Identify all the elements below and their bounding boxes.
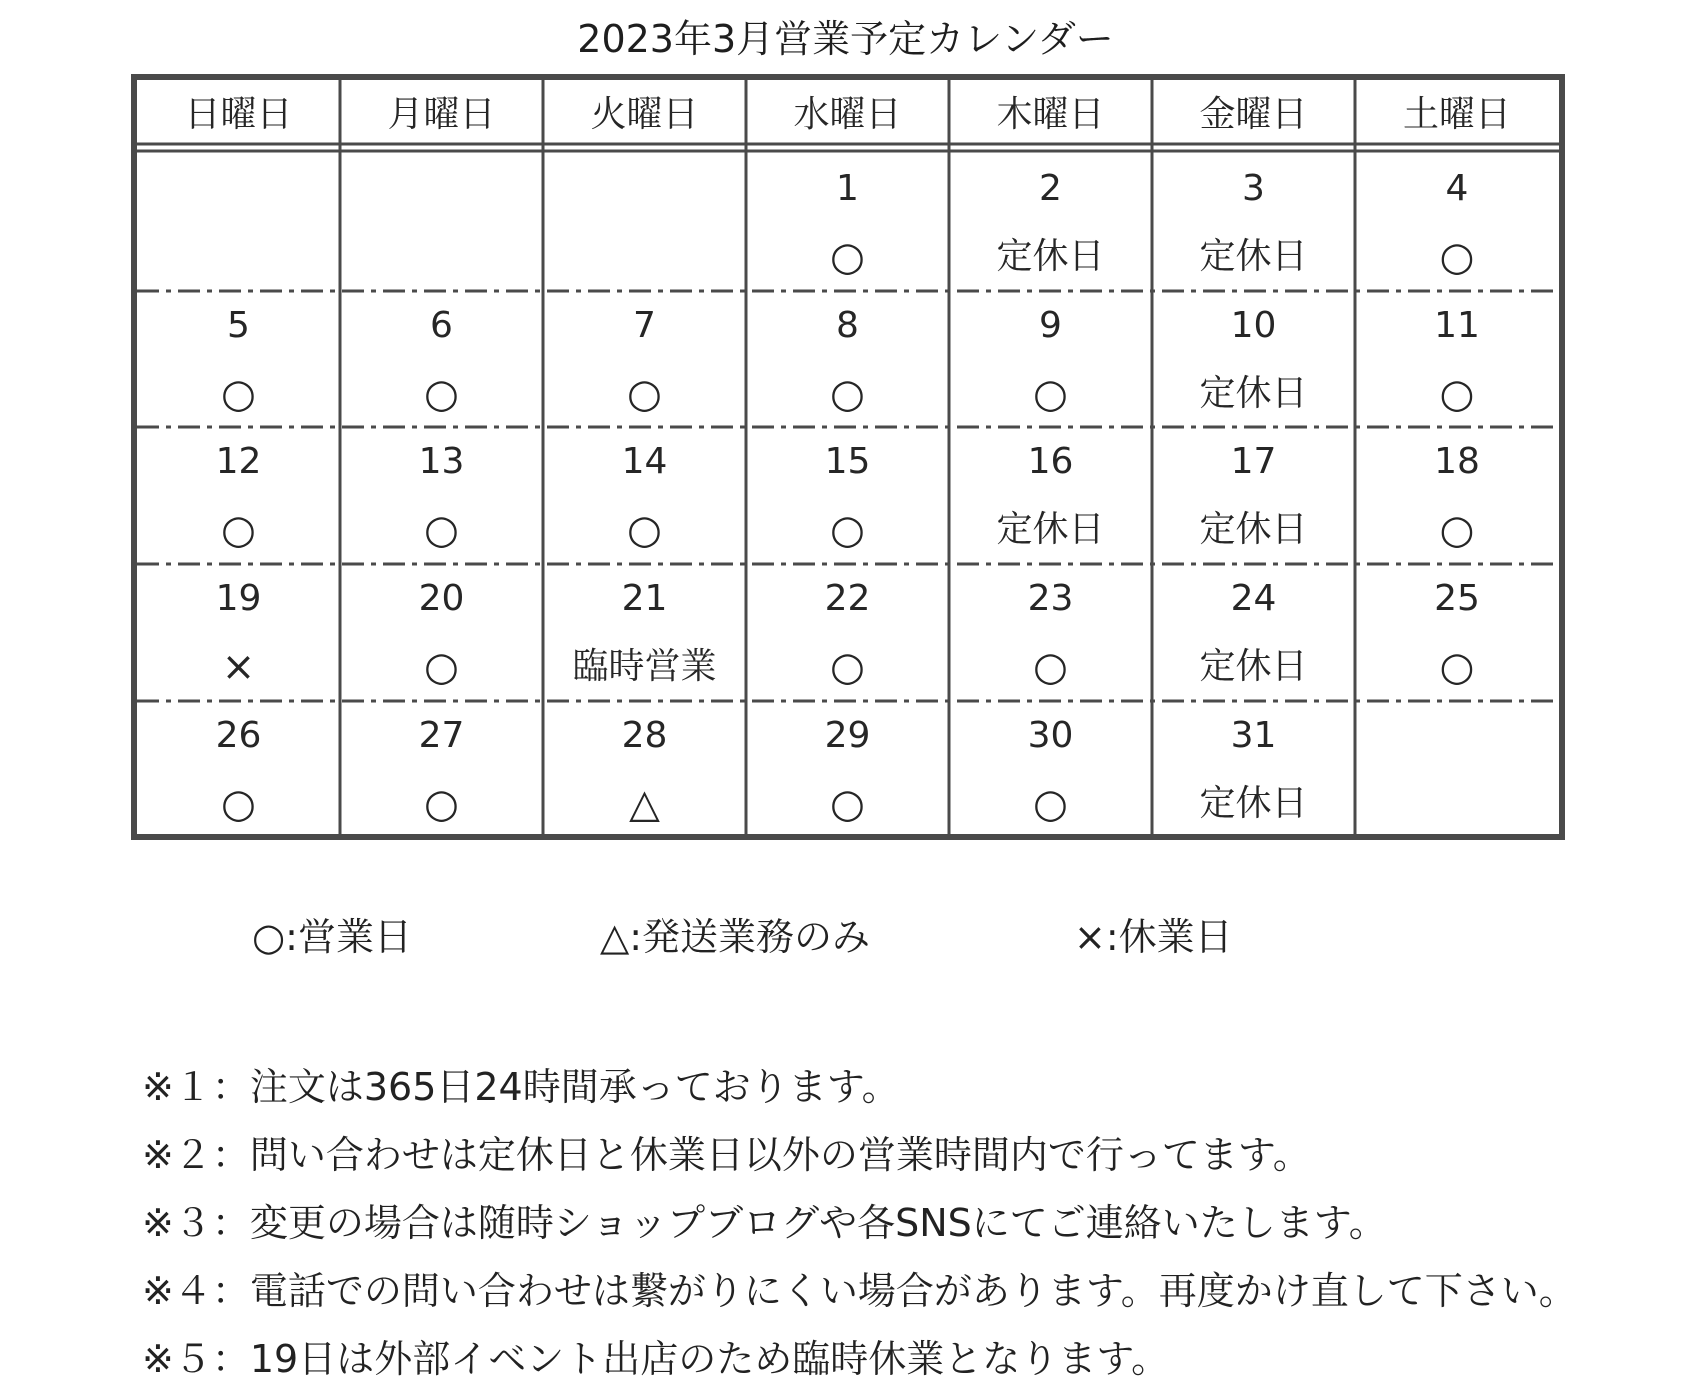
date-number: 15 (824, 441, 871, 482)
weekday-header-tuesday: 火曜日 (590, 94, 699, 135)
day-cell (746, 564, 949, 701)
note-item: ※５：19日は外部イベント出店のため臨時休業となります。 (142, 1337, 1170, 1381)
day-status: ○ (424, 781, 459, 827)
date-number: 19 (215, 578, 262, 619)
day-cell (137, 701, 340, 834)
day-status: ○ (830, 781, 865, 827)
weekday-header-thursday: 木曜日 (996, 94, 1105, 135)
day-cell (137, 564, 340, 701)
note-item: ※１：注文は365日24時間承っております。 (142, 1065, 900, 1109)
calendar-title: 2023年3月営業予定カレンダー (577, 17, 1114, 61)
day-status: 定休日 (996, 509, 1105, 550)
day-cell (1355, 564, 1559, 701)
date-number: 24 (1230, 578, 1277, 619)
date-number: 14 (621, 441, 668, 482)
day-cell (746, 291, 949, 427)
day-cell (543, 701, 746, 834)
date-number: 1 (836, 168, 859, 209)
date-number: 26 (215, 715, 262, 756)
day-status: ○ (1439, 234, 1475, 280)
day-status: ○ (830, 234, 865, 280)
day-cell (543, 291, 746, 427)
day-cell (746, 427, 949, 564)
date-number: 16 (1027, 441, 1074, 482)
day-status: × (221, 644, 256, 690)
day-status: 定休日 (996, 236, 1105, 277)
day-status: 定休日 (1199, 373, 1308, 414)
day-status: ○ (627, 507, 662, 553)
day-cell (137, 427, 340, 564)
day-cell (340, 427, 543, 564)
date-number: 20 (418, 578, 465, 619)
day-cell (340, 701, 543, 834)
day-status: ○ (1439, 644, 1475, 690)
day-cell (949, 701, 1152, 834)
day-cell (340, 291, 543, 427)
day-status: ○ (221, 781, 256, 827)
calendar-table (131, 74, 1565, 840)
day-status: ○ (424, 644, 459, 690)
date-number: 25 (1434, 578, 1480, 619)
day-cell (543, 154, 746, 291)
day-cell (949, 291, 1152, 427)
date-number: 31 (1230, 715, 1277, 756)
day-status: ○ (1033, 371, 1068, 417)
day-cell (543, 564, 746, 701)
note-item: ※４：電話での問い合わせは繋がりにくい場合があります。再度かけ直して下さい。 (142, 1269, 1577, 1313)
date-number: 6 (430, 305, 453, 346)
day-cell (137, 154, 340, 291)
date-number: 17 (1230, 441, 1277, 482)
weekday-header-sunday: 日曜日 (184, 94, 293, 135)
weekday-header-friday: 金曜日 (1199, 94, 1308, 135)
day-cell (1355, 291, 1559, 427)
day-cell (949, 564, 1152, 701)
note-item: ※２：問い合わせは定休日と休業日以外の営業時間内で行ってます。 (142, 1133, 1311, 1177)
day-cell (746, 701, 949, 834)
day-status: ○ (424, 371, 459, 417)
day-status: ○ (830, 371, 865, 417)
date-number: 13 (418, 441, 465, 482)
day-status: ○ (221, 371, 256, 417)
date-number: 5 (227, 305, 250, 346)
day-cell (1355, 427, 1559, 564)
day-cell (340, 564, 543, 701)
date-number: 11 (1434, 305, 1480, 346)
day-cell (543, 427, 746, 564)
date-number: 9 (1039, 305, 1062, 346)
date-number: 22 (824, 578, 871, 619)
day-status: 定休日 (1199, 236, 1308, 277)
day-cell (746, 154, 949, 291)
day-cell (340, 154, 543, 291)
date-number: 21 (621, 578, 668, 619)
note-item: ※３：変更の場合は随時ショップブログや各SNSにてご連絡いたします。 (142, 1201, 1387, 1245)
date-number: 7 (633, 305, 656, 346)
day-cell (137, 291, 340, 427)
legend-closed-day: ×:休業日 (1074, 915, 1233, 959)
date-number: 23 (1027, 578, 1074, 619)
day-status: ○ (1439, 371, 1475, 417)
date-number: 10 (1230, 305, 1277, 346)
date-number: 2 (1039, 168, 1062, 209)
date-number: 29 (824, 715, 871, 756)
date-number: 4 (1445, 168, 1469, 209)
day-status: ○ (830, 644, 865, 690)
date-number: 8 (836, 305, 859, 346)
day-cell (1152, 564, 1355, 701)
day-cell (1355, 701, 1559, 834)
date-number: 18 (1434, 441, 1480, 482)
date-number: 27 (418, 715, 465, 756)
day-status: 定休日 (1199, 783, 1308, 824)
day-cell (1355, 154, 1559, 291)
date-number: 3 (1242, 168, 1265, 209)
day-cell (1152, 701, 1355, 834)
notes-list (142, 1053, 1577, 1393)
day-status: 定休日 (1199, 646, 1308, 687)
day-status: ○ (627, 371, 662, 417)
day-status: 定休日 (1199, 509, 1308, 550)
date-number: 30 (1027, 715, 1074, 756)
legend-business-day: ○:営業日 (252, 915, 412, 959)
day-status: ○ (1033, 644, 1068, 690)
day-status: △ (629, 781, 660, 827)
day-status: ○ (830, 507, 865, 553)
day-cell (1152, 154, 1355, 291)
day-status: ○ (1033, 781, 1068, 827)
date-number: 28 (621, 715, 668, 756)
day-cell (949, 427, 1152, 564)
weekday-header-saturday: 土曜日 (1402, 94, 1511, 135)
day-cell (1152, 427, 1355, 564)
weekday-header-monday: 月曜日 (387, 94, 496, 135)
day-status: 臨時営業 (572, 646, 717, 687)
weekday-header-wednesday: 水曜日 (793, 94, 902, 135)
day-status: ○ (424, 507, 459, 553)
legend-shipping-only: △:発送業務のみ (600, 915, 871, 959)
day-cell (1152, 291, 1355, 427)
day-status: ○ (1439, 507, 1475, 553)
day-status: ○ (221, 507, 256, 553)
date-number: 12 (215, 441, 262, 482)
day-cell (949, 154, 1152, 291)
